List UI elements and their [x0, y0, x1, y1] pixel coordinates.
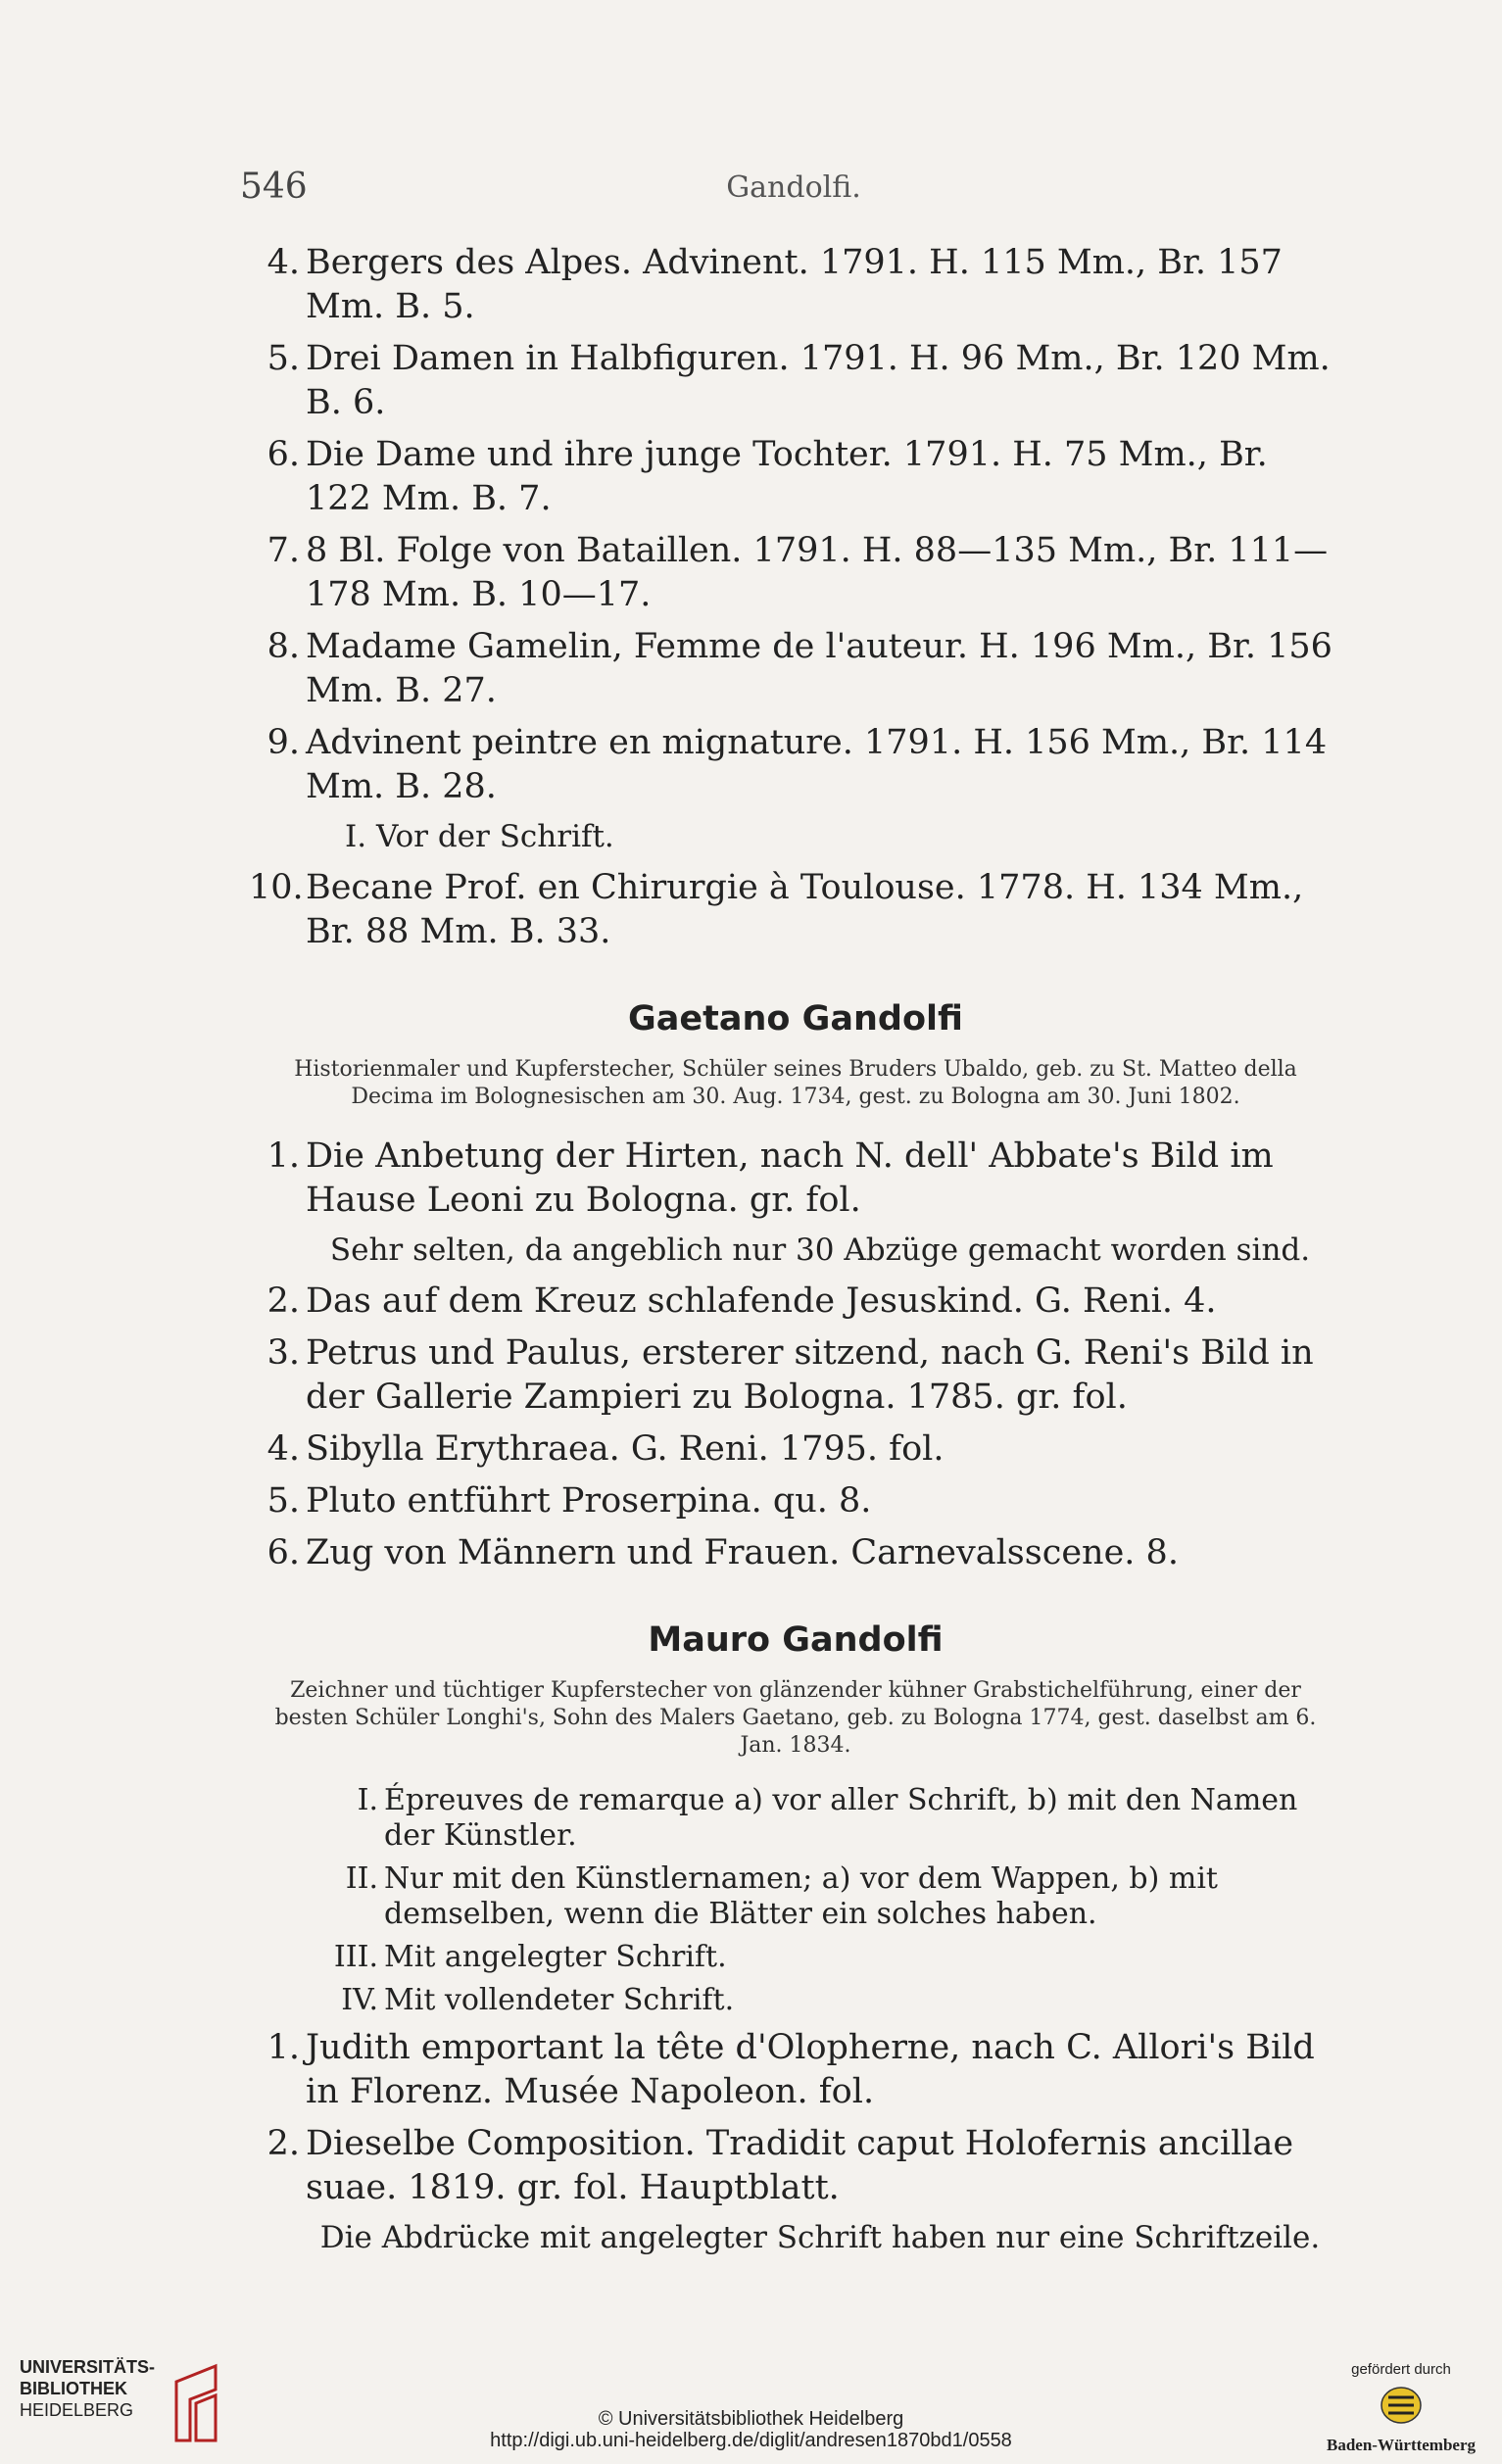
entry-note: Die Abdrücke mit angelegter Schrift haben nur eine Schriftzeile. [319, 2220, 1321, 2255]
sponsor-name: Baden-Württemberg [1326, 2436, 1477, 2454]
entry-note: Sehr selten, da angeblich nur 30 Abzüge gemacht worden sind. [329, 1232, 1311, 1268]
list-item: 10. Becane Prof. en Chirurgie à Toulouse. 1778. H. 134 Mm., Br. 88 Mm. B. 33. [249, 868, 1304, 951]
list-item: 8. Madame Gamelin, Femme de l'auteur. H. 196 Mm., Br. 156 Mm. B. 27. [266, 627, 1332, 710]
section-heading-mauro: Mauro Gandolfi [648, 1620, 944, 1660]
artist-bio: Historienmaler und Kupferstecher, Schüler seines Bruders Ubaldo, geb. zu St. Matteo della Decima im Bolognesischen am 30. Aug. 1734, gest. zu Bologna am 30. Juni 1802. [294, 1057, 1297, 1109]
footer-credits [0, 2408, 1502, 2451]
list-item: 2. Dieselbe Composition. Tradidit caput Holofernis ancillae suae. 1819. gr. fol. Hauptblatt. [266, 2124, 1294, 2207]
state-item: I. Épreuves de remarque a) vor aller Schrift, b) mit den Namen der Künstler. [357, 1783, 1298, 1853]
state-item: II. Nur mit den Künstlernamen; a) vor dem Wappen, b) mit demselben, wenn die Blätter ein solches haben. [345, 1861, 1218, 1931]
list-item: 2. Das auf dem Kreuz schlafende Jesuskind. G. Reni. 4. [266, 1281, 1217, 1321]
list-item: 5. Drei Damen in Halbfiguren. 1791. H. 96 Mm., Br. 120 Mm. B. 6. [266, 339, 1331, 422]
list-item: 4. Bergers des Alpes. Advinent. 1791. H. 115 Mm., Br. 157 Mm. B. 5. [266, 243, 1283, 326]
list-item: 1. Judith emportant la tête d'Olopherne, nach C. Allori's Bild in Florenz. Musée Napoleon. fol. [266, 2028, 1315, 2111]
state-item: III. Mit angelegter Schrift. [333, 1940, 727, 1974]
page-body [249, 241, 1334, 2267]
list-item: 9. Advinent peintre en mignature. 1791. H. 156 Mm., Br. 114 Mm. B. 28. [266, 723, 1328, 806]
state-note: I. Vor der Schrift. [345, 819, 614, 854]
list-item: 7. 8 Bl. Folge von Bataillen. 1791. H. 88—135 Mm., Br. 111—178 Mm. B. 10—17. [266, 531, 1329, 614]
list-item: 6. Zug von Männern und Frauen. Carnevalsscene. 8. [266, 1533, 1179, 1572]
running-title: Gandolfi. [726, 170, 861, 205]
list-item: 6. Die Dame und ihre junge Tochter. 1791. H. 75 Mm., Br. 122 Mm. B. 7. [266, 435, 1268, 518]
state-crest-icon [1377, 2384, 1426, 2427]
source-url-link[interactable]: http://digi.ub.uni-heidelberg.de/diglit/andresen1870bd1/0558 [490, 2430, 1012, 2451]
artist-bio: Zeichner und tüchtiger Kupferstecher von glänzender kühner Grabstichelführung, einer der besten Schüler Longhi's, Sohn des Malers Gaetano, geb. zu Bologna 1774, gest. daselbst am 6. Jan. 1834. [274, 1678, 1317, 1758]
list-item: 4. Sibylla Erythraea. G. Reni. 1795. fol. [266, 1429, 945, 1469]
sponsor-label: gefördert durch [1351, 2361, 1451, 2378]
list-item: 3. Petrus und Paulus, ersterer sitzend, nach G. Reni's Bild in der Gallerie Zampieri zu Bologna. 1785. gr. fol. [266, 1333, 1314, 1417]
list-item: 1. Die Anbetung der Hirten, nach N. dell' Abbate's Bild im Hause Leoni zu Bologna. gr. fol. [266, 1136, 1274, 1220]
copyright-text: © Universitätsbibliothek Heidelberg [598, 2408, 904, 2430]
section-heading-gaetano: Gaetano Gandolfi [628, 999, 963, 1039]
running-head [240, 167, 1347, 217]
sponsor-block [1313, 2361, 1489, 2455]
list-item: 5. Pluto entführt Proserpina. qu. 8. [266, 1481, 872, 1521]
page-number: 546 [240, 167, 308, 207]
state-item: IV. Mit vollendeter Schrift. [341, 1983, 735, 2017]
library-logo[interactable]: UNIVERSITÄTS- BIBLIOTHEK HEIDELBERG [20, 2356, 245, 2444]
